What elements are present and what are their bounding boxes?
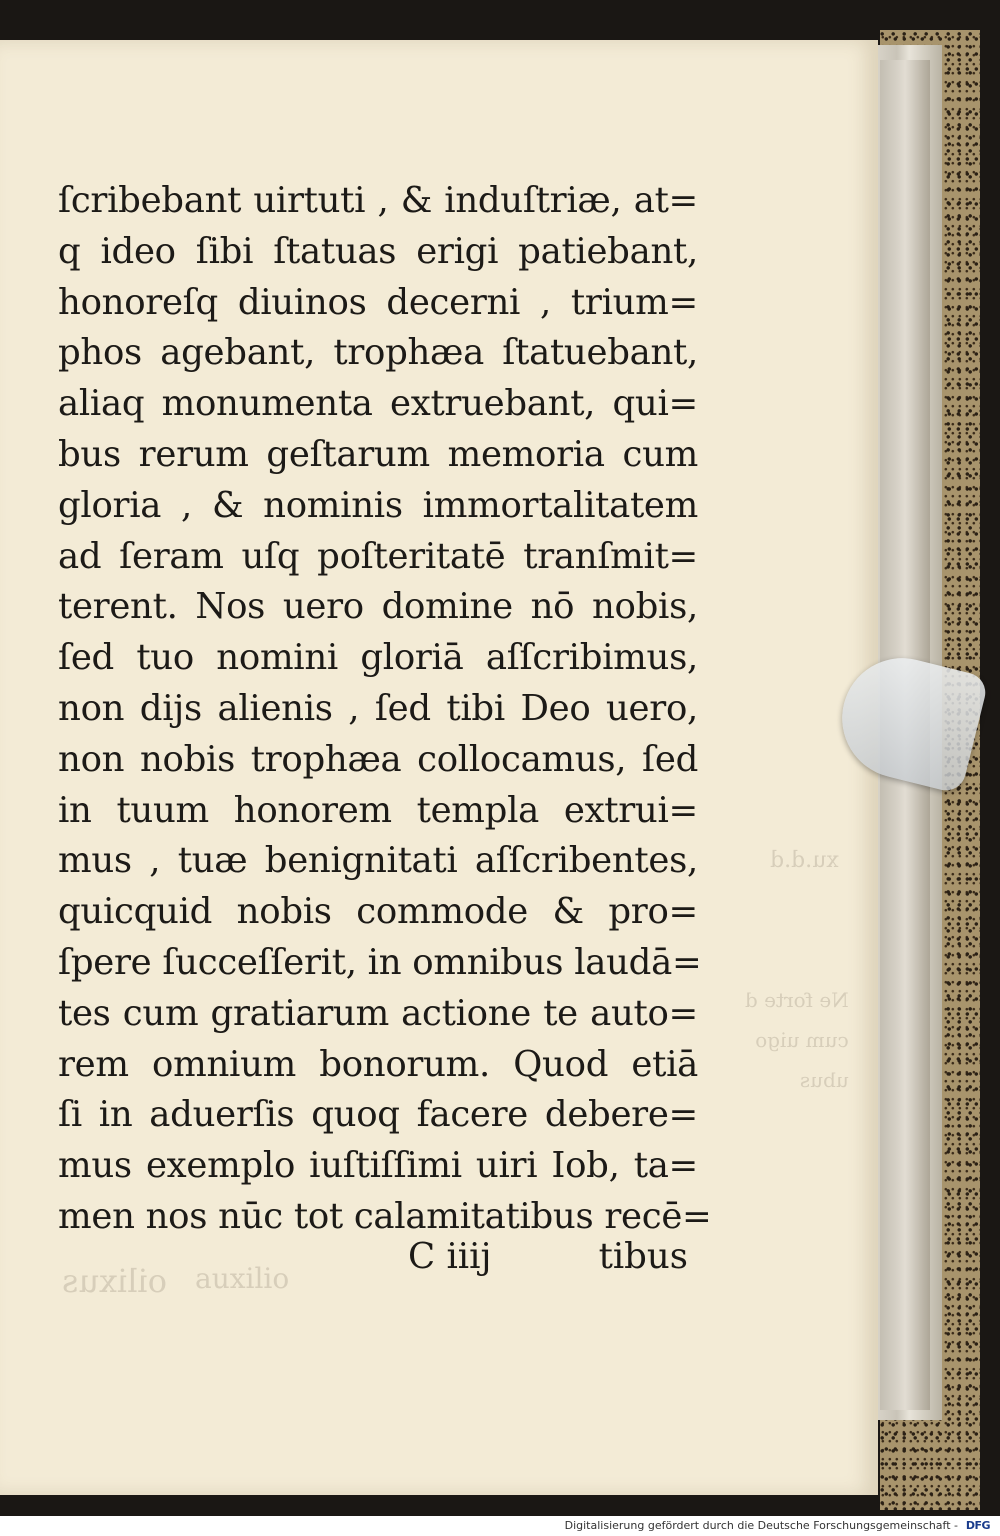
- text-line: non dijs alienis , ſed tibi Deo uero,: [58, 687, 698, 729]
- text-line: ſcribebant uirtuti , & induſtriæ, at=: [58, 180, 698, 221]
- text-line: men nos nūc tot calamitatibus recē=: [58, 1195, 712, 1237]
- text-line: quicquid nobis commode & pro=: [58, 891, 698, 933]
- text-line: rem omnium bonorum. Quod etiā: [58, 1043, 698, 1085]
- dfg-logo: DFG: [965, 1519, 991, 1532]
- bleed-through-marginalia: Ne forte d cum uigo ubus: [745, 988, 849, 1092]
- text-line: bus rerum geſtarum memoria cum: [58, 433, 698, 475]
- text-line: ſed tuo nomini gloriā aſſcribimus,: [58, 637, 698, 679]
- main-text-block: [58, 176, 712, 1243]
- bleed-through-marginalia: xu.d.d: [770, 848, 839, 873]
- text-line: q ideo ſibi ſtatuas erigi patiebant,: [58, 230, 698, 272]
- catchword: tibus: [598, 1236, 688, 1277]
- text-line: ſpere ſucceſſerit, in omnibus laudā=: [58, 941, 702, 983]
- bleed-through-text: auxilio: [195, 1262, 290, 1295]
- text-line: phos agebant, trophæa ſtatuebant,: [58, 332, 698, 374]
- text-line: in tuum honorem templa extrui=: [58, 789, 698, 831]
- text-line: non nobis trophæa collocamus, ſed: [58, 738, 698, 780]
- text-line: mus exemplo iuſtiſſimi uiri Iob, ta=: [58, 1145, 698, 1187]
- text-line: ſi in aduerſis quoq facere debere=: [58, 1094, 698, 1136]
- text-line: aliaq monumenta extruebant, qui=: [58, 383, 698, 425]
- book-page: [0, 40, 878, 1495]
- text-line: tes cum gratiarum actione te auto=: [58, 992, 698, 1034]
- text-line: honoreſq diuinos decerni , trium=: [58, 281, 698, 323]
- text-line: mus , tuæ benignitati aſſcribentes,: [58, 840, 698, 882]
- digitization-credit: Digitalisierung gefördert durch die Deutsche Forschungsgemeinschaft -: [564, 1519, 958, 1532]
- text-line: terent. Nos uero domine nō nobis,: [58, 586, 698, 628]
- page-footer-line: [58, 1232, 698, 1282]
- text-line: gloria , & nominis immortalitatem: [58, 484, 698, 526]
- signature-mark: C iiij: [408, 1236, 492, 1277]
- text-line: ad ſeram uſq poſteritatē tranſmit=: [58, 535, 698, 577]
- bleed-through-text: oilixus: [62, 1262, 168, 1300]
